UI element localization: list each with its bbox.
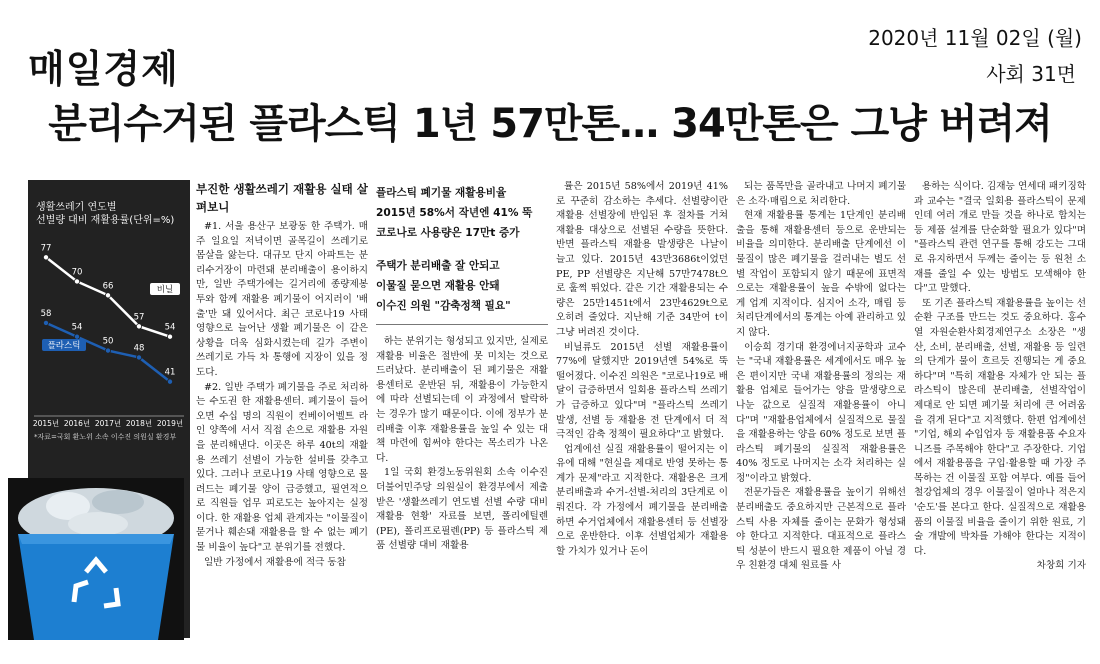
paragraph: 하는 분위기는 형성되고 있지만, 실제로 재활용 비율은 절반에 못 미치는 것으로 드러났다. 분리배출이 된 폐기물은 재활용센터로 운반된 뒤, 재활용이 가능한지에 따라 선별되는데 이 과정에서 탈락하는 경우가 많기 때문이다. 이에 정부가 분리배출 이후 재활용률을 높일 수 있는 대책 마련에 힘써야 한다는 목소리가 나온다. <box>376 336 548 464</box>
data-point <box>43 255 48 260</box>
paragraph: 또 기존 플라스틱 재활용률을 높이는 선순환 구조를 만드는 것도 중요하다. 홍수열 자원순환사회경제연구소 소장은 "생산, 소비, 분리배출, 선별, 재활용 등 일련의 단계가 물이 흐르듯 진행되는 게 중요하다"며 "특히 재활용 자체가 안 되는 플라스틱이 많은데 분리배출, 선별작업이 제대로 안 되면 폐기물 처리에 큰 어려움을 겪게 된다"고 지적했다. 한편 업계에선 "기업, 해외 수입업자 등 재활용품 수요자 니즈를 주목해야 한다"고 주장한다. 기업에서 재활용품을 구입·활용할 때 가장 주목하는 건 이물질 포함 여부다. 예를 들어 철강업체의 경우 이물질이 얼마나 적은지 '순도'를 본다고 한다. 실질적으로 재활용품의 이물질 비율을 줄이기 위한 원료, 기술 개발에 박차를 가해야 한다는 지적이다. <box>914 297 1086 557</box>
data-label: 54 <box>71 322 83 333</box>
newspaper-masthead: 매일경제 <box>28 47 179 91</box>
data-label: 66 <box>102 281 114 292</box>
subheadline: 주택가 분리배출 잘 안되고 <box>376 260 500 272</box>
paragraph: 비닐류도 2015년 선별 재활용률이 77%에 달했지만 2019년엔 54%로 뚝 떨어졌다. 이수진 의원은 "코로나19로 배달이 급증하면서 일회용 플라스틱 쓰레기가 급증하고 있다"며 "플라스틱 쓰레기 발생, 선별 등 재활용 전 단계에서 더 적극적인 감축 정책이 필요하다"고 밝혔다. <box>556 341 728 441</box>
subheadline: 2015년 58%서 작년엔 41% 뚝 <box>376 207 533 219</box>
section-page: 사회 31면 <box>986 62 1076 86</box>
headline: 분리수거된 플라스틱 1년 57만톤… 34만톤은 그냥 버려져 <box>48 101 1052 147</box>
subheadline-box <box>376 184 548 325</box>
issue-date: 2020년 11월 02일 (월) <box>868 26 1082 50</box>
paragraph: 이승희 경기대 환경에너지공학과 교수는 "국내 재활용률은 세계에서도 매우 높은 편이지만 국내 재활용률의 정의는 재활용 업체로 들어가는 양을 말생량으로 나눈 값으로 실질적 재활용률이 아니다"며 "재활용업체에서 실질적으로 물질을 재활용하는 양을 60% 정도로 보면 플라스틱 폐기물의 실질적 재활용률은 40% 정도로 나머지는 소각 처리하는 실정"이라고 밝혔다. <box>736 341 906 484</box>
legend-label: 비닐 <box>156 285 174 295</box>
paragraph: 1일 국회 환경노동위원회 소속 이수진 더불어민주당 의원실이 환경부에서 제출 받은 '생활쓰레기 연도별 선별 수량 대비 재활용 현황' 자료를 보면, 폴리에틸렌(PE), 폴리프로필렌(PP) 등 플라스틱 제품 선별량 대비 재활용 <box>376 467 548 552</box>
article-column-4 <box>736 180 906 640</box>
data-point <box>167 334 172 339</box>
data-label: 58 <box>40 308 52 319</box>
data-point <box>167 379 172 384</box>
article-column-2 <box>376 180 548 640</box>
subheadline: 플라스틱 폐기물 재활용비율 <box>376 187 507 199</box>
paragraph: 현재 재활용률 통계는 1단계인 분리배출을 통해 재활용센터 등으로 운반되는 비율을 의미한다. 분리배출 단계에선 이물질이 많은 폐기물을 걸러내는 별도 선별 작업이 포함되지 않기 때문에 표면적으로는 재활용률이 높을 수밖에 없다는 게 업계 지적이다. 심지어 소각, 매립 등 처리단계에서의 통계는 아예 관리하고 있지 않다. <box>736 210 906 338</box>
data-point <box>136 355 141 360</box>
x-tick-label: 2019년 <box>156 419 184 428</box>
article-column-3 <box>556 180 728 640</box>
paragraph: #1. 서울 용산구 보광동 한 주택가. 매주 일요일 저녁이면 골목길이 쓰레기로 몸살을 앓는다. 대규모 단지 아파트는 분리수거장이 마련돼 분리배출이 용이하지만, 일반 주택가에는 길거리에 종량제봉투와 함께 재활용 폐기물이 어지러이 '배출'만 돼 있어서다. 최근 코로나19 사태 영향으로 늘어난 생활 폐기물은 이 같은 상황을 더욱 심화시켰는데 길가 주변이 쓰레기로 가득 차 통행에 지장이 있을 정도다. <box>196 221 368 378</box>
data-point <box>74 279 79 284</box>
x-tick-label: 2016년 <box>63 419 91 428</box>
data-label: 48 <box>133 343 145 354</box>
data-point <box>136 324 141 329</box>
paragraph: 일반 가정에서 재활용에 적극 동참 <box>204 556 346 568</box>
chart-title-line-2: 선별량 대비 재활용률(단위=%) <box>36 215 175 226</box>
x-tick-label: 2015년 <box>32 419 60 428</box>
article-column-1 <box>196 180 368 640</box>
byline: 차창희 기자 <box>1036 560 1086 572</box>
recycling-bin-photo <box>8 478 184 640</box>
subheadline: 이물질 묻으면 재활용 안돼 <box>376 280 500 292</box>
data-label: 50 <box>102 336 114 347</box>
article-kicker: 부진한 생활쓰레기 재활용 실태 살펴보니 <box>196 182 368 214</box>
paragraph: 업계에선 실질 재활용률이 떨어지는 이유에 대해 "현실을 제대로 반영 못하는 통계가 문제"라고 지적한다. 재활용은 크게 분리배출과 수거-선별-처리의 3단계로 이뤄진다. 각 가정에서 폐기물을 분리배출하면 수거업체에서 재활용센터 등 선별장으로 운반한다. 이후 선별업체가 재활용할 가치가 있거나 돈이 <box>556 443 728 557</box>
chart-source: *자료=국회 환노위 소속 이수진 의원실 환경부 <box>34 433 177 441</box>
data-label: 41 <box>164 367 176 378</box>
paragraph: 용하는 식이다. 김재능 연세대 패키징학과 교수는 "결국 일회용 플라스틱이 문제인데 여러 개로 만들 것을 하나로 합치는 등 제품 설계를 단순화할 필요가 있다"며 "플라스틱 관련 연구를 통해 강도는 그대로 유지하면서 두께는 줄이는 등 원천 소재를 줄일 수 있는 방법도 모색해야 한다"고 말했다. <box>914 181 1086 295</box>
subheadline: 이수진 의원 "감축정책 필요" <box>376 300 511 312</box>
chart-title-line-1: 생활쓰레기 연도별 <box>36 202 117 213</box>
paragraph: 률은 2015년 58%에서 2019년 41%로 꾸준히 감소하는 추세다. 선별량이란 재활용 선별장에 반입된 후 절차를 거쳐 재활용 대상으로 선별된 수량을 뜻한다. 반면 플라스틱 재활용 발생량은 나날이 늘고 있다. 2015년 43만3686t이었던 PE, PP 선별량은 지난해 57만7478t으로 훌쩍 뛰었다. 같은 기간 재활용되는 수량은 25만1451t에서 23만4629t으로 오히려 줄었다. 지난해 기준 34만여 t이 그냥 버려진 것이다. <box>556 181 728 338</box>
subheadline: 코로나로 사용량은 17만t 증가 <box>376 227 520 239</box>
article-column-5 <box>914 180 1086 640</box>
data-label: 57 <box>133 312 145 323</box>
data-label: 70 <box>71 267 83 278</box>
data-point <box>43 320 48 325</box>
x-tick-label: 2018년 <box>125 419 153 428</box>
data-point <box>105 348 110 353</box>
legend-label: 플라스틱 <box>47 341 81 351</box>
data-label: 77 <box>40 243 52 254</box>
paragraph: #2. 일반 주택가 폐기물을 주로 처리하는 수도권 한 재활용센터. 폐기물이 들어오면 수십 명의 직원이 컨베이어벨트 라인 양쪽에 서서 직접 손으로 재활용 자원을 분리해낸다. 이곳은 하루 40t의 재활용 쓰레기 선별이 가능한 설비를 갖추고 있다. 그러나 코로나19 사태 영향으로 몰려드는 폐기물 양이 급증했고, 필연적으로 직원들 업무 피로도는 높아지는 실정이다. 한 재활용 업체 관계자는 "이물질이 묻거나 훼손돼 재활용을 할 수 없는 폐기물 비율이 높다"고 분위기를 전했다. <box>196 381 368 554</box>
data-point <box>74 334 79 339</box>
x-tick-label: 2017년 <box>94 419 122 428</box>
data-label: 54 <box>164 322 176 333</box>
data-point <box>105 293 110 298</box>
paragraph: 전문가들은 재활용률을 높이기 위해선 분리배출도 중요하지만 근본적으로 플라스틱 사용 자체를 줄이는 문화가 형성돼야 한다고 지적한다. 대표적으로 플라스틱 성분이 반드시 필요한 제품이 아닐 경우 친환경 대체 원료를 사 <box>736 487 906 572</box>
paragraph: 되는 품목만을 골라내고 나머지 폐기물은 소각·매립으로 처리한다. <box>736 181 906 207</box>
